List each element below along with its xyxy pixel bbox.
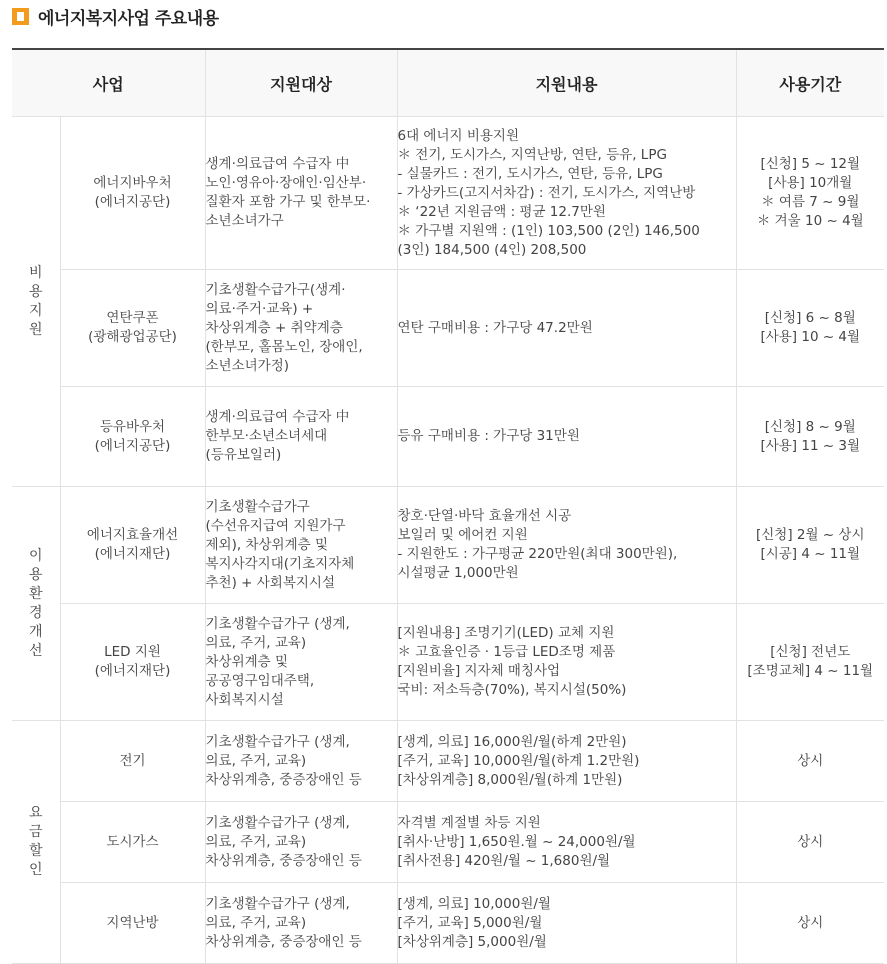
target-line: 차상위계층, 중증장애인 등 (205, 852, 362, 869)
content-cell (397, 721, 736, 802)
category-char: 개 (28, 623, 43, 640)
table-row (12, 487, 884, 604)
target-line: 한부모·소년소녀세대 (205, 428, 328, 444)
table-row (12, 270, 884, 387)
content-line: 창호·단열·바닥 효율개선 시공 (397, 508, 572, 524)
category-char: 인 (28, 862, 43, 878)
business-name: 전기 (119, 752, 146, 769)
business-cell (60, 883, 205, 964)
content-cell (397, 117, 736, 270)
business-name: 에너지효율개선 (86, 527, 179, 543)
target-line: 기초생활수급가구(생계· (205, 281, 346, 298)
energy-welfare-table (12, 48, 884, 964)
document-icon (12, 8, 29, 25)
content-line: - 지원한도 : 가구평균 220만원(최대 300만원), (397, 546, 678, 562)
category-char: 원 (28, 321, 43, 338)
content-cell (397, 883, 736, 964)
category-char: 지 (28, 302, 43, 319)
business-cell (60, 387, 205, 487)
category-cell (12, 721, 60, 964)
target-line: 추천) + 사회복지시설 (205, 574, 336, 591)
target-cell (205, 387, 397, 487)
target-cell (205, 604, 397, 721)
period-cell (736, 270, 884, 387)
business-name: 지역난방 (106, 914, 159, 931)
content-cell (397, 270, 736, 387)
target-line: 의료, 주거, 교육) (205, 833, 307, 850)
target-line: 공공영구임대주택, (205, 672, 315, 689)
category-char: 환 (28, 585, 43, 602)
content-cell (397, 604, 736, 721)
content-line: ＊ ‘22년 지원금액 : 평균 12.7만원 (397, 203, 606, 220)
content-line: ＊ 가구별 지원액 : (1인) 103,500 (2인) 146,500 (397, 222, 700, 239)
target-line: 사회복지시설 (205, 691, 284, 708)
period-line: 상시 (797, 833, 824, 850)
content-line: 국비: 저소득층(70%), 복지시설(50%) (397, 682, 627, 698)
category-char: 경 (28, 604, 43, 621)
business-name: 연탄쿠폰 (106, 310, 159, 326)
table-row (12, 721, 884, 802)
period-cell (736, 802, 884, 883)
period-line: [신청] 6 ~ 8월 (764, 310, 856, 326)
target-line: 질환자 포함 가구 및 한부모· (205, 194, 371, 210)
target-line: 기초생활수급가구 (생계, (205, 615, 350, 632)
category-cell (12, 117, 60, 487)
content-line: ＊ 전기, 도시가스, 지역난방, 연탄, 등유, LPG (397, 146, 667, 163)
period-line: ＊ 겨울 10 ~ 4월 (756, 213, 864, 229)
table-header-row (12, 49, 884, 117)
target-line: 복지사각지대(기초지자체 (205, 555, 355, 572)
target-cell (205, 721, 397, 802)
period-cell (736, 721, 884, 802)
period-line: ＊ 여름 7 ~ 9월 (761, 194, 860, 210)
target-line: 의료, 주거, 교육) (205, 914, 307, 931)
category-char: 용 (28, 283, 43, 300)
content-line: - 실물카드 : 전기, 도시가스, 연탄, 등유, LPG (397, 165, 663, 182)
header-target: 지원대상 (205, 49, 397, 117)
business-name: (에너지공단) (94, 194, 171, 210)
target-line: 차상위계층 + 취약계층 (205, 319, 343, 336)
business-cell (60, 487, 205, 604)
target-line: 소년소녀가구 (205, 213, 284, 229)
header-period: 사용기간 (736, 49, 884, 117)
business-cell (60, 270, 205, 387)
content-line: [주거, 교육] 10,000원/월(하계 1.2만원) (397, 752, 640, 769)
content-cell (397, 802, 736, 883)
target-line: 기초생활수급가구 (생계, (205, 814, 350, 831)
period-cell (736, 487, 884, 604)
content-line: [생계, 의료] 10,000원/월 (397, 895, 551, 912)
content-line: [취사·난방] 1,650원.월 ~ 24,000원/월 (397, 833, 636, 850)
table-row (12, 883, 884, 964)
target-line: 의료, 주거, 교육) (205, 634, 307, 651)
target-line: (한부모, 홀몸노인, 장애인, (205, 338, 363, 355)
content-cell (397, 387, 736, 487)
content-line: 보일러 및 에어컨 지원 (397, 527, 528, 543)
target-cell (205, 270, 397, 387)
business-name: 도시가스 (106, 833, 159, 850)
content-line: [차상위계층] 8,000원/월(하계 1만원) (397, 771, 623, 788)
table-row (12, 604, 884, 721)
target-cell (205, 883, 397, 964)
target-line: 기초생활수급가구 (생계, (205, 895, 350, 912)
target-line: 차상위계층, 중증장애인 등 (205, 771, 362, 788)
table-row (12, 117, 884, 270)
target-line: 노인·영유아·장애인·임산부· (205, 175, 367, 191)
section-header (12, 5, 219, 27)
category-char: 요 (28, 805, 43, 821)
period-cell (736, 883, 884, 964)
target-cell (205, 487, 397, 604)
category-char: 선 (28, 642, 43, 659)
period-line: [조명교체] 4 ~ 11월 (747, 663, 874, 679)
business-name: (에너지재단) (94, 546, 171, 562)
content-line: [지원내용] 조명기기(LED) 교체 지원 (397, 625, 615, 641)
target-line: 생계·의료급여 수급자 中 (205, 409, 350, 425)
target-cell (205, 117, 397, 270)
category-char: 용 (28, 566, 43, 583)
content-line: 6대 에너지 비용지원 (397, 127, 520, 144)
header-content: 지원내용 (397, 49, 736, 117)
business-name: (에너지재단) (94, 663, 171, 679)
category-cell (12, 487, 60, 721)
content-line: 연탄 구매비용 : 가구당 47.2만원 (397, 319, 593, 336)
target-line: 차상위계층, 중증장애인 등 (205, 933, 362, 950)
content-line: [차상위계층] 5,000원/월 (397, 933, 547, 950)
content-line: 시설평균 1,000만원 (397, 565, 519, 581)
period-line: [신청] 전년도 (770, 644, 851, 660)
business-cell (60, 117, 205, 270)
period-line: 상시 (797, 752, 824, 769)
business-name: (광해광업공단) (88, 329, 177, 345)
page-title: 에너지복지사업 주요내용 (38, 8, 219, 29)
target-line: 기초생활수급가구 (205, 498, 310, 515)
content-line: 등유 구매비용 : 가구당 31만원 (397, 428, 580, 444)
business-cell (60, 604, 205, 721)
period-line: [신청] 5 ~ 12월 (760, 156, 861, 172)
content-line: 자격별 계절별 차등 지원 (397, 814, 541, 831)
period-line: [사용] 10개월 (768, 175, 853, 191)
target-line: 의료·주거·교육) + (205, 300, 314, 317)
target-line: 생계·의료급여 수급자 中 (205, 156, 350, 172)
period-line: [사용] 10 ~ 4월 (760, 329, 861, 345)
header-business: 사업 (12, 49, 205, 117)
target-line: 기초생활수급가구 (생계, (205, 733, 350, 750)
period-cell (736, 387, 884, 487)
content-line: [지원비율] 지자체 매칭사업 (397, 663, 561, 679)
content-line: (3인) 184,500 (4인) 208,500 (397, 241, 587, 258)
content-line: ＊ 고효율인증 · 1등급 LED조명 제품 (397, 644, 616, 660)
category-char: 비 (28, 264, 43, 281)
business-name: LED 지원 (104, 644, 161, 660)
category-char: 금 (28, 824, 43, 840)
period-line: [신청] 2월 ~ 상시 (756, 527, 865, 543)
target-line: (수선유지급여 지원가구 (205, 517, 346, 534)
period-line: [시공] 4 ~ 11월 (760, 546, 861, 562)
period-line: 상시 (797, 914, 824, 931)
business-name: (에너지공단) (94, 437, 171, 454)
table-row (12, 387, 884, 487)
period-cell (736, 117, 884, 270)
target-line: 소년소녀가정) (205, 357, 290, 374)
category-char: 이 (28, 547, 43, 564)
target-line: 차상위계층 및 (205, 653, 289, 670)
period-line: [사용] 11 ~ 3월 (760, 437, 861, 454)
target-line: (등유보일러) (205, 447, 282, 463)
target-line: 의료, 주거, 교육) (205, 752, 307, 769)
business-cell (60, 721, 205, 802)
content-line: - 가상카드(고지서차감) : 전기, 도시가스, 지역난방 (397, 184, 696, 201)
business-name: 등유바우처 (99, 418, 166, 435)
business-cell (60, 802, 205, 883)
target-cell (205, 802, 397, 883)
content-line: [주거, 교육] 5,000원/월 (397, 914, 543, 931)
business-name: 에너지바우처 (93, 175, 172, 191)
content-cell (397, 487, 736, 604)
period-line: [신청] 8 ~ 9월 (764, 418, 856, 435)
table-row (12, 802, 884, 883)
content-line: [생계, 의료] 16,000원/월(하계 2만원) (397, 733, 627, 750)
target-line: 제외), 차상위계층 및 (205, 536, 328, 553)
period-cell (736, 604, 884, 721)
category-char: 할 (28, 843, 43, 859)
content-line: [취사전용] 420원/월 ~ 1,680원/월 (397, 852, 611, 869)
